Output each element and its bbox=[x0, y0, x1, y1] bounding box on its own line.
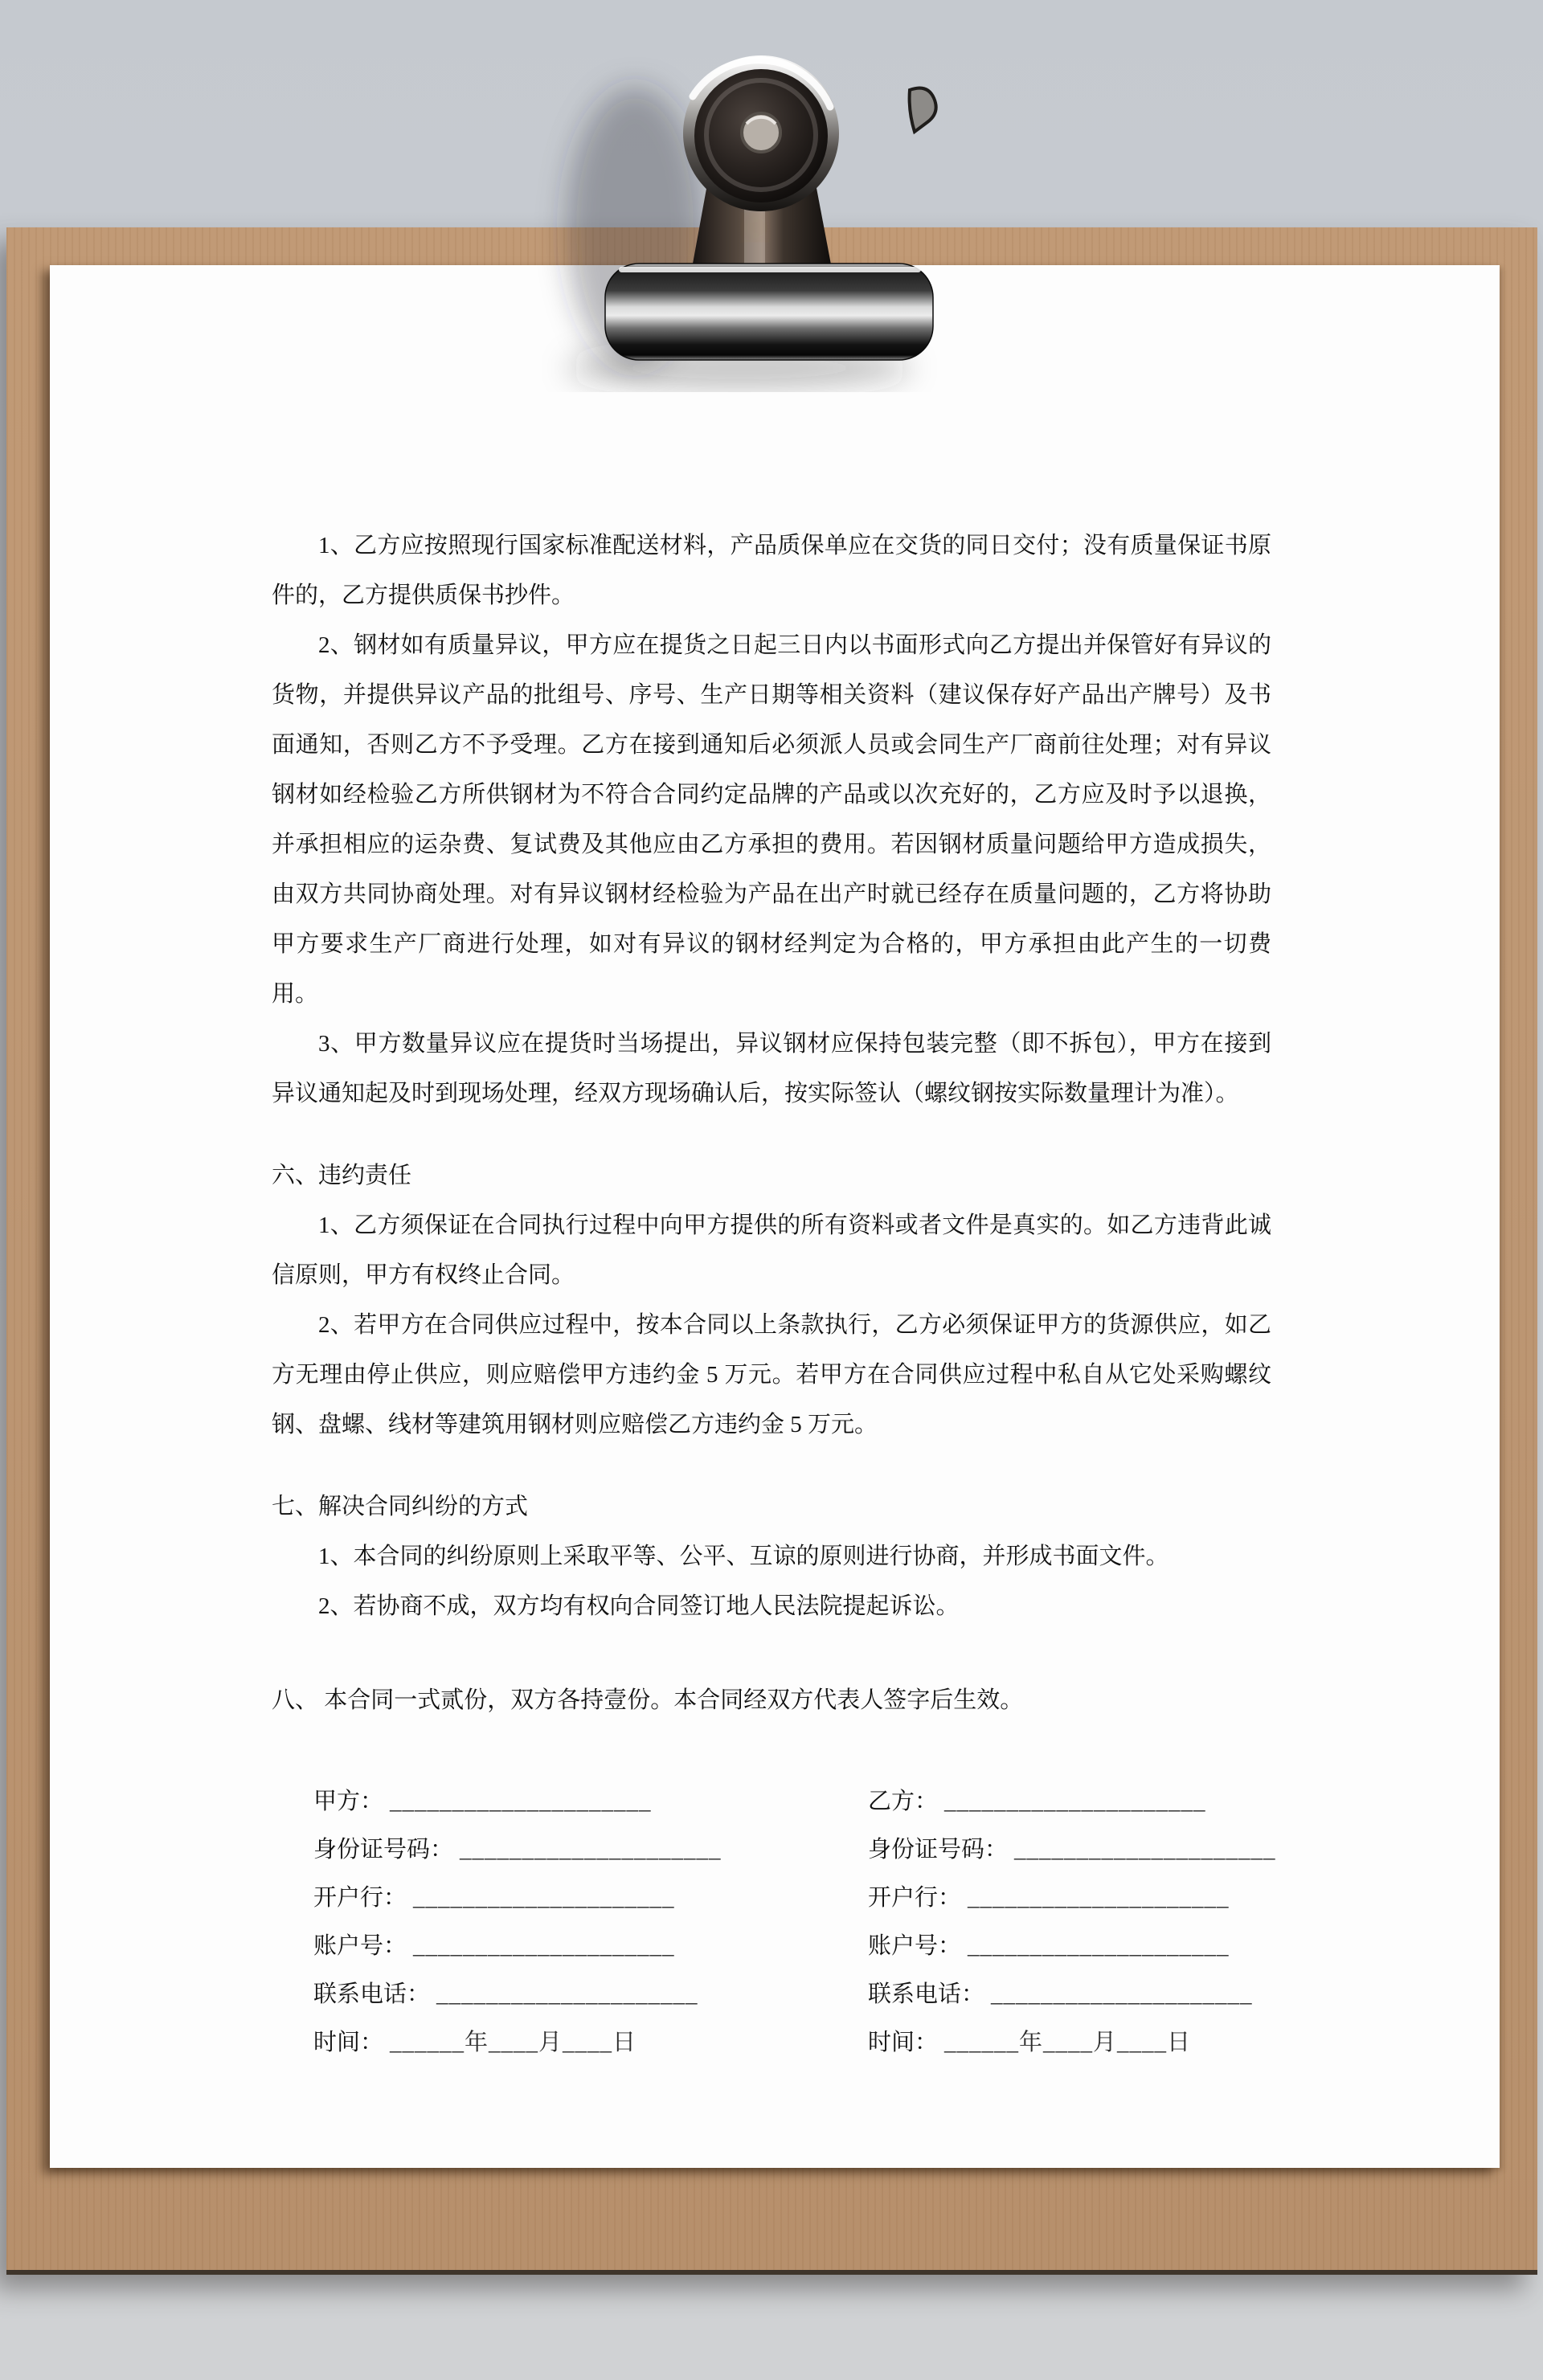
contract-body bbox=[272, 521, 1276, 2083]
section-seven-heading: 七、解决合同纠纷的方式 bbox=[272, 1494, 529, 1519]
party-a-bank-label: 开户行： bbox=[313, 1885, 407, 1911]
section-seven-item-1: 1、本合同的纠纷原则上采取平等、公平、互谅的原则进行协商，并形成书面文件。 bbox=[318, 1544, 1169, 1569]
party-b-bank-row bbox=[868, 1874, 1276, 1922]
quality-paragraph-1: 1、乙方应按照现行国家标准配送材料，产品质保单应在交货的同日交付；没有质量保证书原件的，乙方提供质保书抄件。 bbox=[272, 533, 1271, 608]
party-b-id-row bbox=[868, 1826, 1276, 1874]
party-b-id-blank-line: _____________________ bbox=[1014, 1837, 1276, 1863]
party-b-date-row bbox=[868, 2018, 1276, 2067]
quality-paragraph-3: 3、甲方数量异议应在提货时当场提出，异议钢材应保持包装完整（即不拆包），甲方在接到异议通知起及时到现场处理，经双方现场确认后，按实际签认（螺纹钢按实际数量理计为准）。 bbox=[272, 1031, 1271, 1106]
party-a-bank-row bbox=[313, 1874, 722, 1922]
party-a-phone-label: 联系电话： bbox=[313, 1981, 431, 2007]
party-a-name-blank-line: _____________________ bbox=[390, 1789, 652, 1814]
party-a-date-row bbox=[313, 2018, 722, 2067]
party-a-phone-blank-line: _____________________ bbox=[436, 1981, 698, 2007]
party-b-date-label: 时间： bbox=[868, 2030, 939, 2055]
party-b-name-row bbox=[868, 1777, 1276, 1826]
party-a-id-row bbox=[313, 1826, 722, 1874]
party-b-account-row bbox=[868, 1922, 1276, 1970]
party-b-phone-blank-line: _____________________ bbox=[991, 1981, 1253, 2007]
party-a-phone-row bbox=[313, 1970, 722, 2018]
party-a-account-row bbox=[313, 1922, 722, 1970]
clipboard-board bbox=[6, 227, 1537, 2275]
binder-clip bbox=[514, 22, 1013, 392]
party-b-account-label: 账户号： bbox=[868, 1933, 962, 1959]
party-a-date-label: 时间： bbox=[313, 2030, 384, 2055]
party-a-signature-column bbox=[313, 1777, 722, 2067]
signature-block bbox=[272, 1777, 1276, 2083]
party-a-account-blank-line: _____________________ bbox=[413, 1933, 675, 1959]
clip-lever bbox=[910, 88, 936, 132]
party-b-id-label: 身份证号码： bbox=[868, 1837, 1009, 1863]
party-a-id-label: 身份证号码： bbox=[313, 1837, 454, 1863]
clause-eight: 八、 本合同一式贰份，双方各持壹份。本合同经双方代表人签字后生效。 bbox=[272, 1687, 1024, 1713]
party-b-bank-label: 开户行： bbox=[868, 1885, 962, 1911]
party-b-name-label: 乙方： bbox=[868, 1789, 939, 1814]
clip-bar bbox=[605, 264, 933, 360]
section-six-heading: 六、违约责任 bbox=[272, 1163, 412, 1188]
party-b-phone-row bbox=[868, 1970, 1276, 2018]
section-seven-item-2: 2、若协商不成，双方均有权向合同签订地人民法院提起诉讼。 bbox=[318, 1593, 960, 1619]
party-b-name-blank-line: _____________________ bbox=[944, 1789, 1206, 1814]
party-a-account-label: 账户号： bbox=[313, 1933, 407, 1959]
party-a-id-blank-line: _____________________ bbox=[460, 1837, 722, 1863]
party-a-bank-blank-line: _____________________ bbox=[413, 1885, 675, 1911]
party-b-date-blank-line: ______年____月____日 bbox=[944, 2030, 1192, 2055]
party-b-bank-blank-line: _____________________ bbox=[968, 1885, 1230, 1911]
party-a-name-row bbox=[313, 1777, 722, 1826]
party-a-name-label: 甲方： bbox=[313, 1789, 384, 1814]
party-b-phone-label: 联系电话： bbox=[868, 1981, 985, 2007]
party-b-account-blank-line: _____________________ bbox=[968, 1933, 1230, 1959]
contract-paper bbox=[50, 265, 1500, 2168]
party-b-signature-column bbox=[868, 1777, 1276, 2067]
section-six-item-2: 2、若甲方在合同供应过程中，按本合同以上条款执行，乙方必须保证甲方的货源供应，如乙方无理由停止供应，则应赔偿甲方违约金 5 万元。若甲方在合同供应过程中私自从它处采购螺纹钢、盘螺、线材等建筑用钢材则应赔偿乙方违约金 5 万元。 bbox=[272, 1312, 1271, 1437]
section-six-item-1: 1、乙方须保证在合同执行过程中向甲方提供的所有资料或者文件是真实的。如乙方违背此诚信原则，甲方有权终止合同。 bbox=[272, 1212, 1271, 1288]
party-a-date-blank-line: ______年____月____日 bbox=[390, 2030, 637, 2055]
quality-paragraph-2: 2、钢材如有质量异议，甲方应在提货之日起三日内以书面形式向乙方提出并保管好有异议的货物，并提供异议产品的批组号、序号、生产日期等相关资料（建议保存好产品出产牌号）及书面通知，否则乙方不予受理。乙方在接到通知后必须派人员或会同生产厂商前往处理；对有异议钢材如经检验乙方所供钢材为不符合合同约定品牌的产品或以次充好的，乙方应及时予以退换，并承担相应的运杂费、复试费及其他应由乙方承担的费用。若因钢材质量问题给甲方造成损失，由双方共同协商处理。对有异议钢材经检验为产品在出产时就已经存在质量问题的，乙方将协助甲方要求生产厂商进行处理，如对有异议的钢材经判定为合格的，甲方承担由此产生的一切费用。 bbox=[272, 632, 1271, 1007]
